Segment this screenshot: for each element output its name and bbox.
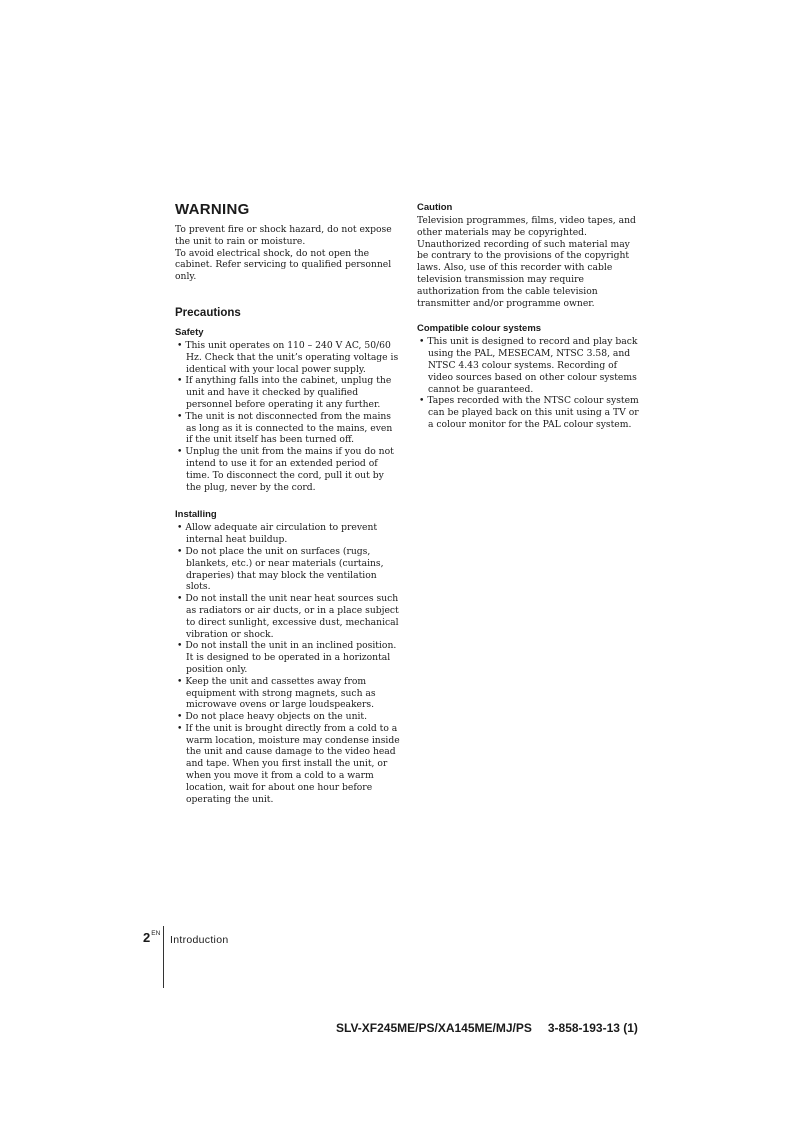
list-item: • Do not place the unit on surfaces (rugs, blankets, etc.) or near materials (curtains, draperies) that may block the ventilation slots.: [175, 546, 400, 593]
list-item: • Unplug the unit from the mains if you do not intend to use it for an extended period of time. To disconnect the cord, pull it out by the plug, never by the cord.: [175, 446, 400, 493]
list-item: • If anything falls into the cabinet, unplug the unit and have it checked by qualified personnel before operating it any further.: [175, 375, 400, 410]
list-item: • Tapes recorded with the NTSC colour system can be played back on this unit using a TV or a colour monitor for the PAL colour system.: [417, 395, 642, 430]
list-item: • Do not place heavy objects on the unit.: [175, 711, 400, 723]
safety-list: [175, 340, 400, 493]
warning-paragraph-1: To prevent fire or shock hazard, do not expose the unit to rain or moisture.: [175, 224, 392, 247]
compatible-list: [417, 336, 642, 430]
warning-paragraph-2: To avoid electrical shock, do not open the cabinet. Refer servicing to qualified personnel only.: [175, 247, 392, 283]
model-number: SLV-XF245ME/PS/XA145ME/MJ/PS: [336, 1021, 532, 1035]
list-item: • The unit is not disconnected from the mains as long as it is connected to the mains, even if the unit itself has been turned off.: [175, 411, 400, 446]
compatible-title: Compatible colour systems: [417, 323, 542, 335]
page-number-value: 2: [143, 930, 151, 945]
precautions-title: Precautions: [175, 306, 241, 319]
installing-title: Installing: [175, 509, 217, 521]
list-item: • Allow adequate air circulation to prevent internal heat buildup.: [175, 522, 400, 546]
page-number: [143, 930, 160, 945]
caution-text: Television programmes, films, video tapes, and other materials may be copyrighted. Unauthorized recording of such material may be contrary to the provisions of the copyright laws. Also, use of this recorder with cable television transmission may require authorization from the cable television transmitter and/or programme owner.: [417, 215, 636, 309]
list-item: • This unit operates on 110 – 240 V AC, 50/60 Hz. Check that the unit’s operating voltage is identical with your local power supply.: [175, 340, 400, 375]
model-line: [336, 1021, 638, 1035]
caution-title: Caution: [417, 202, 453, 213]
footer-divider: [163, 926, 164, 988]
left-column: [175, 201, 400, 805]
part-code: 3-858-193-13 (1): [547, 1021, 638, 1035]
page-language-suffix: EN: [151, 930, 161, 937]
footer-section-label: Introduction: [170, 934, 229, 946]
list-item: • If the unit is brought directly from a cold to a warm location, moisture may condense inside the unit and cause damage to the video head and tape. When you first install the unit, or when you move it from a cold to a warm location, wait for about one hour before operating the unit.: [175, 723, 400, 806]
list-item: • Do not install the unit near heat sources such as radiators or air ducts, or in a place subject to direct sunlight, excessive dust, mechanical vibration or shock.: [175, 593, 400, 640]
list-item: • This unit is designed to record and play back using the PAL, MESECAM, NTSC 3.58, and NTSC 4.43 colour systems. Recording of video sources based on other colour systems cannot be guaranteed.: [417, 336, 642, 395]
warning-title: WARNING: [175, 201, 250, 218]
right-column: [417, 202, 642, 431]
list-item: • Keep the unit and cassettes away from equipment with strong magnets, such as microwave ovens or large loudspeakers.: [175, 676, 400, 711]
installing-list: [175, 522, 400, 805]
safety-title: Safety: [175, 326, 204, 338]
list-item: • Do not install the unit in an inclined position. It is designed to be operated in a horizontal position only.: [175, 640, 400, 675]
